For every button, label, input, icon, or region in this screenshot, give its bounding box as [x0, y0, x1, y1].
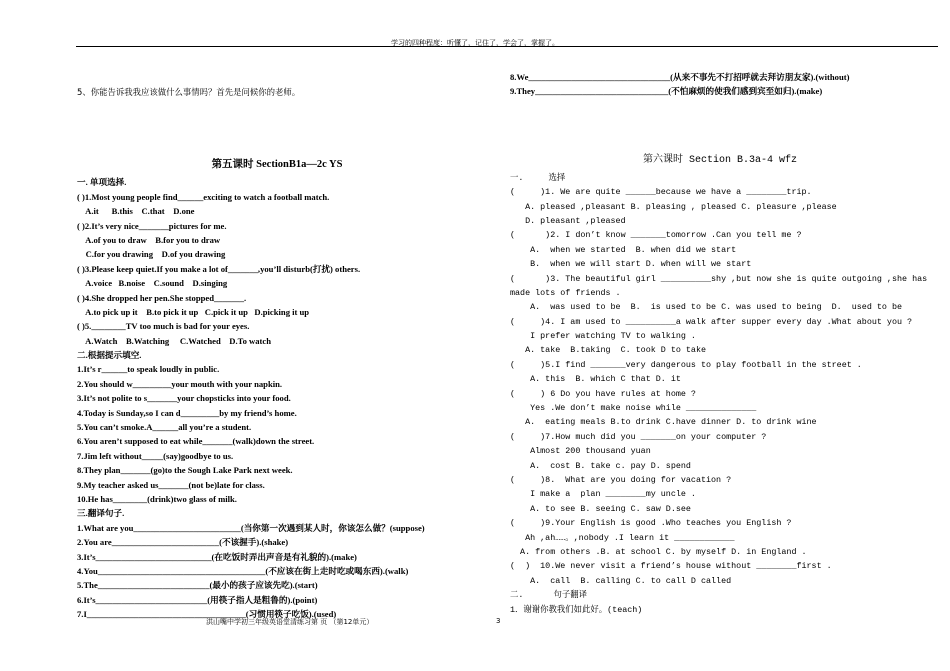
exercise-line: A. eating meals B.to drink C.have dinner D. to drink wine	[510, 417, 817, 428]
exercise-line: 一. 选择	[510, 172, 566, 183]
exercise-line: ( )8. What are you doing for vacation ?	[510, 474, 732, 485]
exercise-line: 3.It’s not polite to s_______your chopsticks into your food.	[77, 393, 291, 404]
exercise-line: 9.My teacher asked us_______(not be)late for class.	[77, 479, 265, 490]
exercise-line: A.of you to draw B.for you to draw	[77, 234, 221, 245]
exercise-line: 4.You_______________________________________(不应该在街上走时吃或喝东西).(walk)	[77, 565, 409, 576]
exercise-line: ( )2.It’s very nice_______pictures for me.	[77, 220, 227, 231]
exercise-line: 4.Today is Sunday,so I can d_________by my friend’s home.	[77, 407, 297, 418]
exercise-line: 2.You are_________________________(不该握手).(shake)	[77, 537, 289, 548]
exercise-line: 一. 单项选择.	[77, 177, 127, 188]
lesson5-exercises	[77, 175, 477, 621]
exercise-line: ( )5.I find _______very dangerous to play football in the street .	[510, 359, 862, 370]
lesson6-title: 第六课时 Section B.3a-4 wfz	[642, 154, 798, 166]
exercise-line: 10.He has________(drink)two glass of milk.	[77, 493, 237, 504]
exercise-line: ( )2. I don’t know _______tomorrow .Can you tell me ?	[510, 230, 802, 241]
exercise-line: A. call B. calling C. to call D called	[510, 575, 732, 586]
exercise-line: ( )9.Your English is good .Who teaches you English ?	[510, 518, 792, 529]
exercise-line: 2.You should w_________your mouth with your napkin.	[77, 378, 283, 389]
exercise-line: 三.翻译句子.	[77, 508, 125, 519]
exercise-line: A. when we started B. when did we start	[510, 244, 737, 255]
exercise-line: ( )1.Most young people find______exciting to watch a football match.	[77, 191, 330, 202]
exercise-line: A. was used to be B. is used to be C. was used to being D. used to be	[510, 302, 903, 313]
exercise-line: Almost 200 thousand yuan	[510, 446, 651, 457]
exercise-line: 1.What are you_________________________(当你第一次遇到某人时，你该怎么做？(suppose)	[77, 522, 425, 533]
right-column	[510, 70, 930, 617]
exercise-line: ( ) 10.We never visit a friend’s house without ________first .	[510, 561, 832, 572]
page-header	[0, 0, 950, 47]
left-column	[77, 80, 477, 622]
exercise-line: ( )1. We are quite ______because we have a ________trip.	[510, 187, 812, 198]
exercise-line: 1.It’s r______to speak loudly in public.	[77, 364, 220, 375]
exercise-line: A.to pick up it B.to pick it up C.pick it up D.picking it up	[77, 306, 310, 317]
exercise-line: A.Watch B.Watching C.Watched D.To watch	[77, 335, 272, 346]
exercise-line: ( )4. I am used to __________a walk after supper every day .What about you ?	[510, 316, 913, 327]
footer-page-number: 3	[496, 617, 501, 625]
exercise-line: 7.I_____________________________________(习惯用筷子吃饭).(used)	[77, 609, 337, 620]
exercise-line: A. take B.taking C. took D to take	[510, 345, 707, 356]
header-motto: 学习的四种程度：听懂了，记住了，学会了，掌握了。	[391, 39, 559, 47]
exercise-line: A.it B.this C.that D.one	[77, 206, 195, 217]
exercise-line: B. when we will start D. when will we start	[510, 259, 752, 270]
exercise-line: 1．谢谢你教我们如此好。(teach)	[510, 604, 643, 615]
exercise-line: A. this B. which C that D. it	[510, 374, 681, 385]
exercise-line: 3.It’s___________________________(在吃饭时弄出声音是有礼貌的).(make)	[77, 551, 357, 562]
exercise-line: 9.They_______________________________(不怕麻烦的使我们感到宾至如归).(make)	[510, 86, 823, 97]
right-top-translation	[510, 70, 930, 99]
exercise-line: ( )7.How much did you _______on your computer ?	[510, 431, 767, 442]
left-intro-question: 5、你能告诉我我应该做什么事情吗？首先是问候你的老师。	[77, 87, 301, 97]
lesson5-title: 第五课时 SectionB1a—2c YS	[211, 159, 343, 171]
exercise-line: C.for you drawing D.of you drawing	[77, 249, 226, 260]
exercise-line: Ah ,ah……。,nobody .I learn it ____________	[510, 532, 735, 543]
exercise-line: 7.Jim left without_____(say)goodbye to us.	[77, 450, 234, 461]
exercise-line: made lots of friends .	[510, 287, 621, 298]
exercise-line: 5.The__________________________(最小的孩子应该先吃).(start)	[77, 580, 318, 591]
exercise-line: A. cost B. take c. pay D. spend	[510, 460, 691, 471]
lesson6-exercises	[510, 171, 930, 617]
exercise-line: I prefer watching TV to walking .	[510, 331, 696, 342]
exercise-line: 8.We_________________________________(从来不事先不打招呼就去拜访朋友家).(without)	[510, 72, 850, 82]
exercise-line: 5.You can’t smoke.A______all you’re a student.	[77, 422, 252, 433]
exercise-line: D. pleasant ,pleased	[510, 215, 626, 226]
exercise-line: 二. 句子翻译	[510, 590, 588, 601]
exercise-line: 8.They plan_______(go)to the Sough Lake Park next week.	[77, 465, 293, 476]
footer-label: 洪山嘴中学初三年级英语堂清练习第 页 （第12单元）	[206, 618, 374, 626]
exercise-line: ( )5.________TV too much is bad for your eyes.	[77, 321, 250, 332]
exercise-line: A.voice B.noise C.sound D.singing	[77, 278, 228, 289]
exercise-line: ( )4.She dropped her pen.She stopped_______.	[77, 292, 247, 303]
exercise-line: 二.根据提示填空.	[77, 350, 142, 361]
exercise-line: 6.It’s__________________________(用筷子指人是粗鲁的).(point)	[77, 594, 318, 605]
header-rule	[76, 46, 938, 47]
exercise-line: A. pleased ,pleasant B. pleasing , pleased C. pleasure ,please	[510, 201, 837, 212]
exercise-line: A. from others .B. at school C. by myself D. in England .	[510, 546, 807, 557]
exercise-line: Yes .We don’t make noise while ______________	[510, 403, 757, 414]
exercise-line: 6.You aren’t supposed to eat while_______(walk)down the street.	[77, 436, 315, 447]
exercise-line: ( )3.Please keep quiet.If you make a lot of_______,you’ll disturb(打扰) others.	[77, 263, 361, 274]
exercise-line: ( )3. The beautiful girl __________shy ,but now she is quite outgoing ,she has	[510, 273, 928, 284]
exercise-line: A. to see B. seeing C. saw D.see	[510, 503, 691, 514]
exercise-line: I make a plan ________my uncle .	[510, 489, 696, 500]
exercise-line: ( ) 6 Do you have rules at home ?	[510, 388, 696, 399]
